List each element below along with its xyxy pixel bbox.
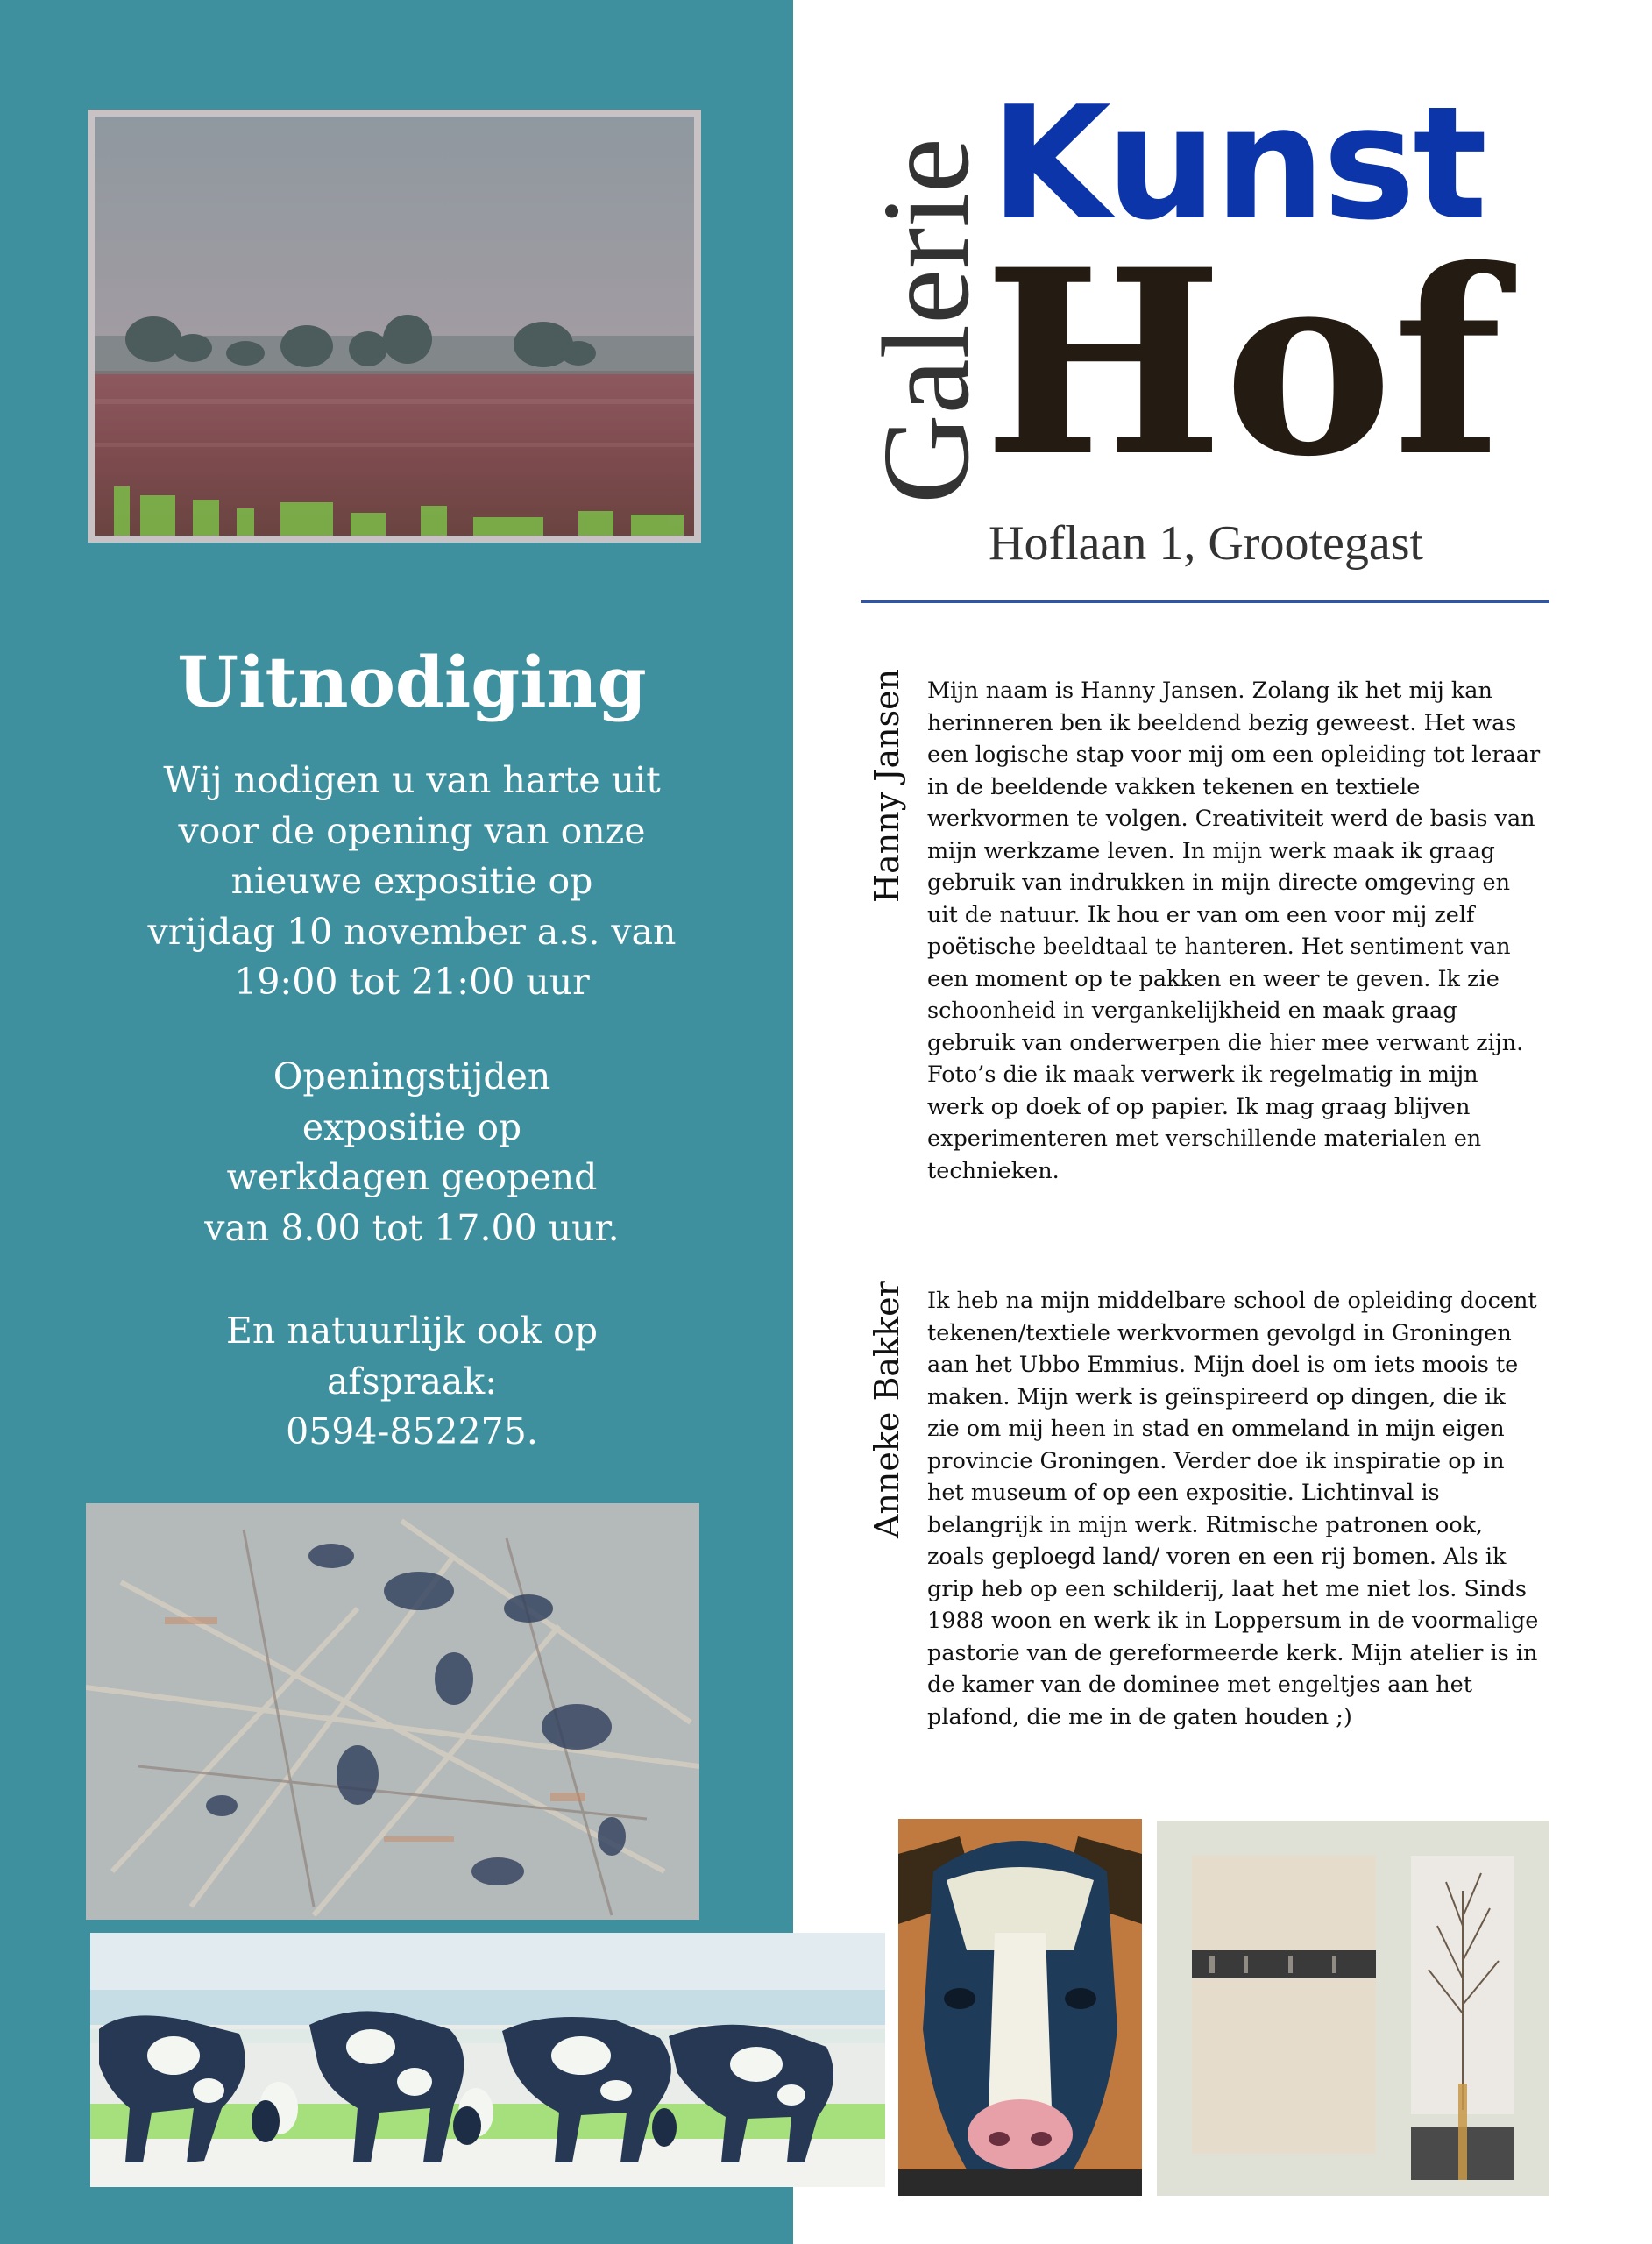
bio-paragraph: Mijn naam is Hanny Jansen. Zolang ik het mij kan herinneren ben ik beeldend bezig geweest. Het was een logische stap voor mij om een opleiding tot leraar in de beeldende vakken tekenen en textiele werkvormen te volgen. Creativiteit werd de basis van mijn werkzame leven. In mijn werk maak ik graag gebruik van indrukken in mijn directe omgeving en uit de natuur. Ik hou er van om een voor mij zelf poëtische beeldtaal te hanteren. Het sentiment van een moment op te pakken en weer te geven. Ik zie schoonheid in vergankelijkheid en maak graag gebruik van onderwerpen die hier mee verwant zijn. bbox=[927, 678, 1541, 1056]
artist-name-anneke-bakker: Anneke Bakker bbox=[868, 1281, 906, 1538]
appointment-line: En natuurlijk ook op bbox=[225, 1310, 599, 1352]
hours-line: werkdagen geopend bbox=[226, 1156, 598, 1198]
cows-panorama-painting bbox=[90, 1933, 885, 2187]
invitation-line: Wij nodigen u van harte uit bbox=[163, 759, 661, 801]
appointment-line: afspraak: bbox=[326, 1360, 498, 1402]
brand-hof: Hof bbox=[983, 215, 1503, 513]
artist-bio-hanny-jansen bbox=[927, 675, 1541, 1187]
artist-name-hanny-jansen: Hanny Jansen bbox=[868, 668, 906, 903]
invitation-line: voor de opening van onze bbox=[178, 809, 646, 852]
bio-paragraph: Foto’s die ik maak verwerk ik regelmatig in mijn werk op doek of op papier. Ik mag graag blijven experimenteren met verschillende materialen en technieken. bbox=[927, 1062, 1482, 1184]
appointment-line: 0594-852275. bbox=[286, 1410, 538, 1452]
hours-line: van 8.00 tot 17.00 uur. bbox=[204, 1206, 620, 1249]
appointment-info bbox=[70, 1306, 754, 1458]
invitation-line: vrijdag 10 november a.s. van bbox=[147, 910, 677, 953]
brand-kunst: Kunst bbox=[990, 73, 1485, 254]
invitation-line: 19:00 tot 21:00 uur bbox=[234, 961, 590, 1003]
opening-hours bbox=[70, 1052, 754, 1253]
brand-galerie: Galerie bbox=[856, 138, 995, 504]
invitation-title: Uitnodiging bbox=[177, 641, 647, 723]
hours-line: expositie op bbox=[301, 1105, 522, 1148]
header-divider bbox=[861, 600, 1549, 603]
hours-line: Openingstijden bbox=[273, 1055, 551, 1097]
landscape-painting bbox=[88, 110, 701, 543]
tree-collage-painting bbox=[1157, 1821, 1549, 2196]
artist-bio-anneke-bakker bbox=[927, 1285, 1541, 1733]
invitation-intro bbox=[70, 756, 754, 1008]
cow-portrait-painting bbox=[898, 1819, 1142, 2196]
invitation-line: nieuwe expositie op bbox=[230, 860, 593, 902]
gallery-address: Hoflaan 1, Grootegast bbox=[989, 516, 1424, 571]
abstract-painting bbox=[86, 1503, 699, 1920]
bio-paragraph: Ik heb na mijn middelbare school de opleiding docent tekenen/textiele werkvormen gevolgd in Groningen aan het Ubbo Emmius. Mijn doel is om iets moois te maken. Mijn werk is geïnspireerd op dingen, die ik zie om mij heen in stad en ommeland in mijn eigen provincie Groningen. Verder doe ik inspiratie op in het museum of op een expositie. Lichtinval is belangrijk in mijn werk. Ritmische patronen ook, zoals geploegd land/ voren en een rij bomen. Als ik grip heb op een schilderij, laat het me niet los. Sinds 1988 woon en werk ik in Loppersum in de voormalige pastorie van de gereformeerde kerk. Mijn atelier is in de kamer van de dominee met engeltjes aan het plafond, die me in de gaten houden ;) bbox=[927, 1288, 1539, 1730]
